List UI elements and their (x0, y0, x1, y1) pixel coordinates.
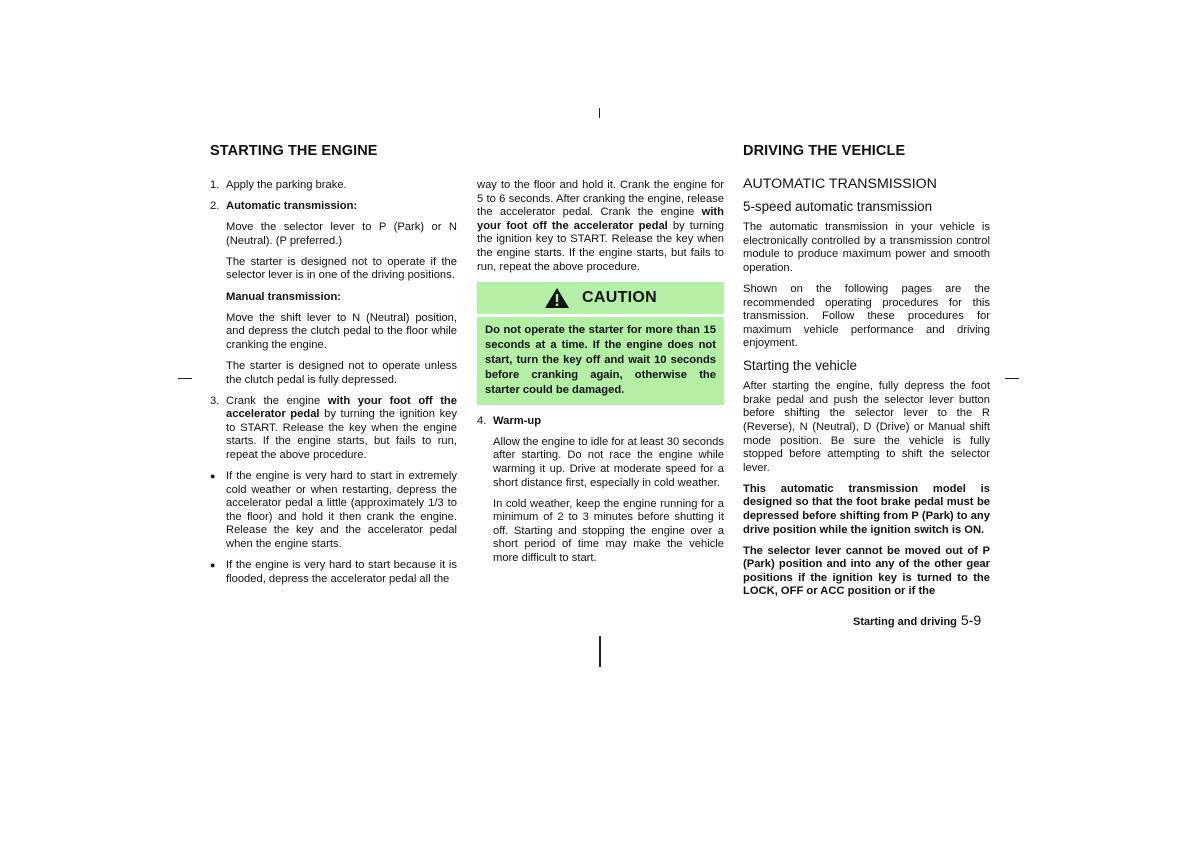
list-item: 1. Apply the parking brake. (210, 179, 457, 193)
bottom-center-mark (599, 636, 601, 667)
paragraph: The starter is designed not to operate if the selector lever is in one of the driving positions. (226, 255, 457, 282)
middle-column (477, 179, 724, 573)
paragraph: In cold weather, keep the engine running for a minimum of 2 to 3 minutes before shutting it off. Starting and stopping the engine over a short period of time may make the vehicle more difficult to start. (493, 497, 724, 565)
bullet-icon: ● (210, 471, 216, 482)
list-item: 4. Warm-up (477, 415, 724, 429)
page-footer (853, 612, 981, 628)
left-margin-mark (178, 378, 192, 379)
step-3-text: Crank the engine with your foot off the accelerator pedal by turning the ignition key to START. Release the key when the engine starts. If the engine starts, but fails to run, repeat the above procedure. (226, 394, 457, 461)
paragraph: This automatic transmission model is designed so that the foot brake pedal must be depressed before shifting from P (Park) to any drive position while the ignition switch is ON. (743, 482, 990, 536)
five-speed-heading: 5-speed automatic transmission (743, 198, 933, 214)
paragraph: Move the shift lever to N (Neutral) position, and depress the clutch pedal to the floor while cranking the engine. (226, 311, 457, 351)
starting-engine-heading: STARTING THE ENGINE (210, 143, 378, 159)
footer-section: Starting and driving (853, 616, 957, 628)
warning-triangle-icon (544, 287, 570, 309)
list-item: 3. Crank the engine with your foot off the accelerator pedal by turning the ignition key to START. Release the key when the engine starts. If the engine starts, but fails to run, repeat the above procedure. (210, 394, 457, 461)
manual-transmission-title: Manual transmission: (226, 290, 342, 303)
warm-up-title: Warm-up (493, 414, 542, 427)
paragraph: After starting the engine, fully depress the foot brake pedal and push the selector lever button before shifting the selector lever to the R (Reverse), N (Neutral), D (Drive) or Manual shift mode position. Be sure the vehicle is fully stopped before attempting to shift the selector lever. (743, 380, 990, 474)
paragraph: The automatic transmission in your vehicle is electronically controlled by a transmission control module to produce maximum power and smooth operation. (743, 221, 990, 274)
top-center-mark (599, 108, 600, 118)
paragraph: Move the selector lever to P (Park) or N (Neutral). (P preferred.) (226, 221, 457, 247)
paragraph: Allow the engine to idle for at least 30 seconds after starting. Do not race the engine while warming it up. Drive at moderate speed for a short distance first, especially in cold weather. (493, 435, 724, 489)
starting-vehicle-heading: Starting the vehicle (743, 357, 857, 373)
caution-title: CAUTION (582, 288, 657, 306)
step-1-text: Apply the parking brake. (226, 179, 347, 191)
caution-text: Do not operate the starter for more than 15 seconds at a time. If the engine does not start, turn the key off and wait 10 seconds before cranking again, otherwise the starter could be damaged. (485, 323, 716, 397)
paragraph: Shown on the following pages are the recommended operating procedures for this transmission. Follow these procedures for maximum vehicle performance and driving enjoyment. (743, 283, 990, 350)
left-column (210, 179, 457, 594)
automatic-transmission-heading: AUTOMATIC TRANSMISSION (743, 176, 937, 192)
paragraph: The selector lever cannot be moved out of P (Park) position and into any of the other gear positions if the ignition key is turned to the LOCK, OFF or ACC position or if the (743, 544, 990, 598)
bullet-icon: ● (210, 560, 216, 571)
paragraph: The starter is designed not to operate unless the clutch pedal is fully depressed. (226, 359, 457, 386)
caution-header (477, 282, 724, 317)
page-number: 5-9 (960, 612, 982, 628)
list-item: 2. Automatic transmission: (210, 200, 457, 214)
right-column (743, 173, 990, 607)
automatic-transmission-title: Automatic transmission: (226, 200, 358, 213)
bullet-item: ● If the engine is very hard to start in extremely cold weather or when restarting, depress the accelerator pedal a little (approximately 1/3 to the floor) and hold it then crank the engine. Release the key and the accelerator pedal when the engine starts. (210, 470, 457, 551)
paragraph: way to the floor and hold it. Crank the engine for 5 to 6 seconds. After cranking the engine, release the accelerator pedal. Crank the engine with your foot off the accelerator pedal by turning the ignition key to START. Release the key when the engine starts. If the engine starts, but fails to run, repeat the above procedure. (477, 179, 724, 273)
caution-box (477, 282, 724, 405)
driving-vehicle-heading: DRIVING THE VEHICLE (743, 143, 906, 159)
right-margin-mark (1005, 378, 1019, 379)
bullet-item: ● If the engine is very hard to start because it is flooded, depress the accelerator pedal all the (210, 559, 457, 585)
